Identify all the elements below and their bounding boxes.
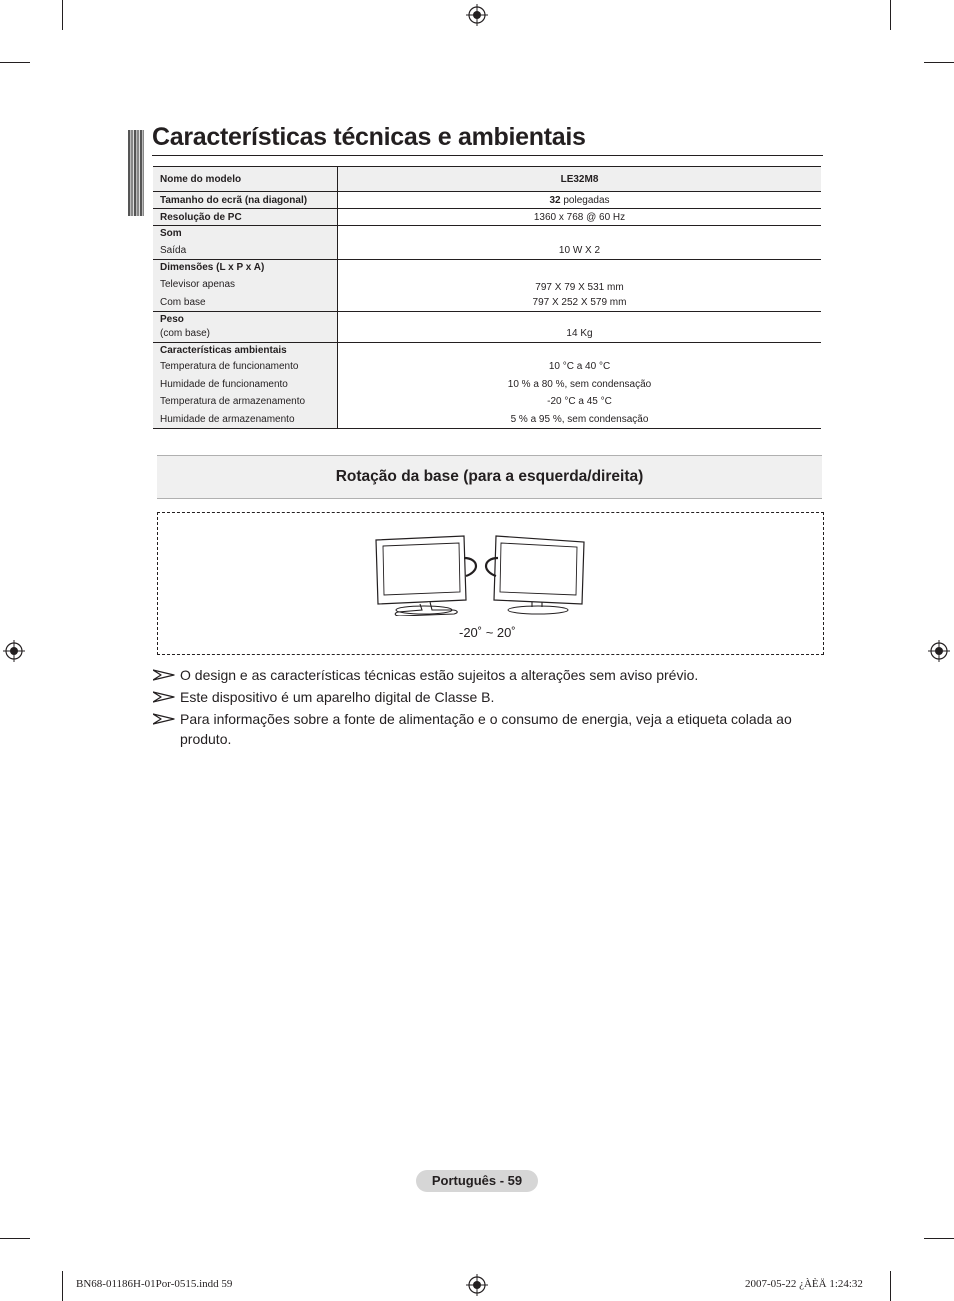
title-rule: [152, 155, 823, 156]
table-row: [153, 209, 821, 226]
row-label: Resolução de PC: [160, 211, 242, 223]
spec-table: [153, 166, 821, 429]
note-arrow-icon: [153, 691, 175, 703]
tv-rotation-illustration: [372, 528, 592, 616]
row-value: 14 Kg: [566, 328, 593, 339]
crop-mark: [890, 0, 891, 30]
row-sublabel: Humidade de funcionamento: [160, 378, 288, 390]
table-row: [153, 312, 821, 343]
table-row: [153, 192, 821, 209]
row-label: Características ambientais: [160, 345, 287, 356]
note-item: [153, 687, 813, 707]
crop-mark: [62, 1271, 63, 1301]
crop-mark: [924, 62, 954, 63]
table-header-model: LE32M8: [338, 167, 822, 192]
row-label: Tamanho do ecrã (na diagonal): [160, 194, 308, 206]
print-slug-left: BN68-01186H-01Por-0515.indd 59: [76, 1278, 233, 1290]
crop-mark: [924, 1238, 954, 1239]
crop-mark: [890, 1271, 891, 1301]
note-text: Este dispositivo é um aparelho digital de Classe B.: [180, 689, 495, 705]
crop-mark: [0, 1238, 30, 1239]
note-text: O design e as características técnicas estão sujeitos a alterações sem aviso prévio.: [180, 667, 699, 683]
note-arrow-icon: [153, 713, 175, 725]
row-sublabel: Temperatura de funcionamento: [160, 361, 299, 372]
note-text: Para informações sobre a fonte de alimentação e o consumo de energia, veja a etiqueta colada ao produto.: [180, 711, 792, 747]
note-arrow-icon: [153, 669, 175, 681]
row-sublabel: (com base): [160, 328, 211, 339]
row-label: Dimensões (L x P x A): [160, 262, 265, 273]
row-value: 10 °C a 40 °C: [548, 361, 611, 372]
table-header-label: Nome do modelo: [153, 167, 338, 192]
row-sublabel: Humidade de armazenamento: [160, 413, 295, 425]
crop-mark: [0, 62, 30, 63]
row-sublabel: Televisor apenas: [160, 279, 236, 290]
print-slug-right: 2007-05-22 ¿ÀÈÄ 1:24:32: [745, 1278, 863, 1290]
registration-mark-icon: [3, 640, 25, 662]
screen-size-unit: polegadas: [560, 194, 610, 206]
table-row: [153, 226, 821, 260]
page-title: Características técnicas e ambientais: [152, 123, 586, 151]
crop-mark: [62, 0, 63, 30]
row-value: 797 X 252 X 579 mm: [532, 297, 627, 308]
table-row: [153, 260, 821, 312]
row-sublabel: Saída: [160, 245, 187, 256]
row-sublabel: Com base: [160, 296, 206, 308]
row-value: -20 °C a 45 °C: [547, 396, 612, 407]
note-item: [153, 709, 813, 749]
row-value: 797 X 79 X 531 mm: [535, 282, 624, 293]
row-label: Som: [160, 228, 182, 239]
table-header-row: [153, 167, 821, 192]
row-label: Peso: [160, 314, 184, 325]
row-value: 10 % a 80 %, sem condensação: [507, 378, 652, 390]
row-value: 1360 x 768 @ 60 Hz: [533, 211, 626, 223]
registration-mark-icon: [466, 1274, 488, 1296]
rotation-range-label: -20˚ ~ 20˚: [459, 625, 516, 640]
screen-size-value: 32: [549, 194, 561, 206]
page-number-badge: Português - 59: [416, 1170, 538, 1192]
title-decoration-bar: [128, 130, 144, 216]
rotation-section-title: Rotação da base (para a esquerda/direita): [335, 468, 644, 485]
row-sublabel: Temperatura de armazenamento: [160, 396, 306, 407]
registration-mark-icon: [928, 640, 950, 662]
row-value: 10 W X 2: [558, 245, 601, 256]
table-row: [153, 343, 821, 429]
row-value: 5 % a 95 %, sem condensação: [510, 413, 649, 425]
note-item: [153, 665, 813, 685]
registration-mark-icon: [466, 4, 488, 26]
rotation-section-header: [157, 455, 822, 499]
